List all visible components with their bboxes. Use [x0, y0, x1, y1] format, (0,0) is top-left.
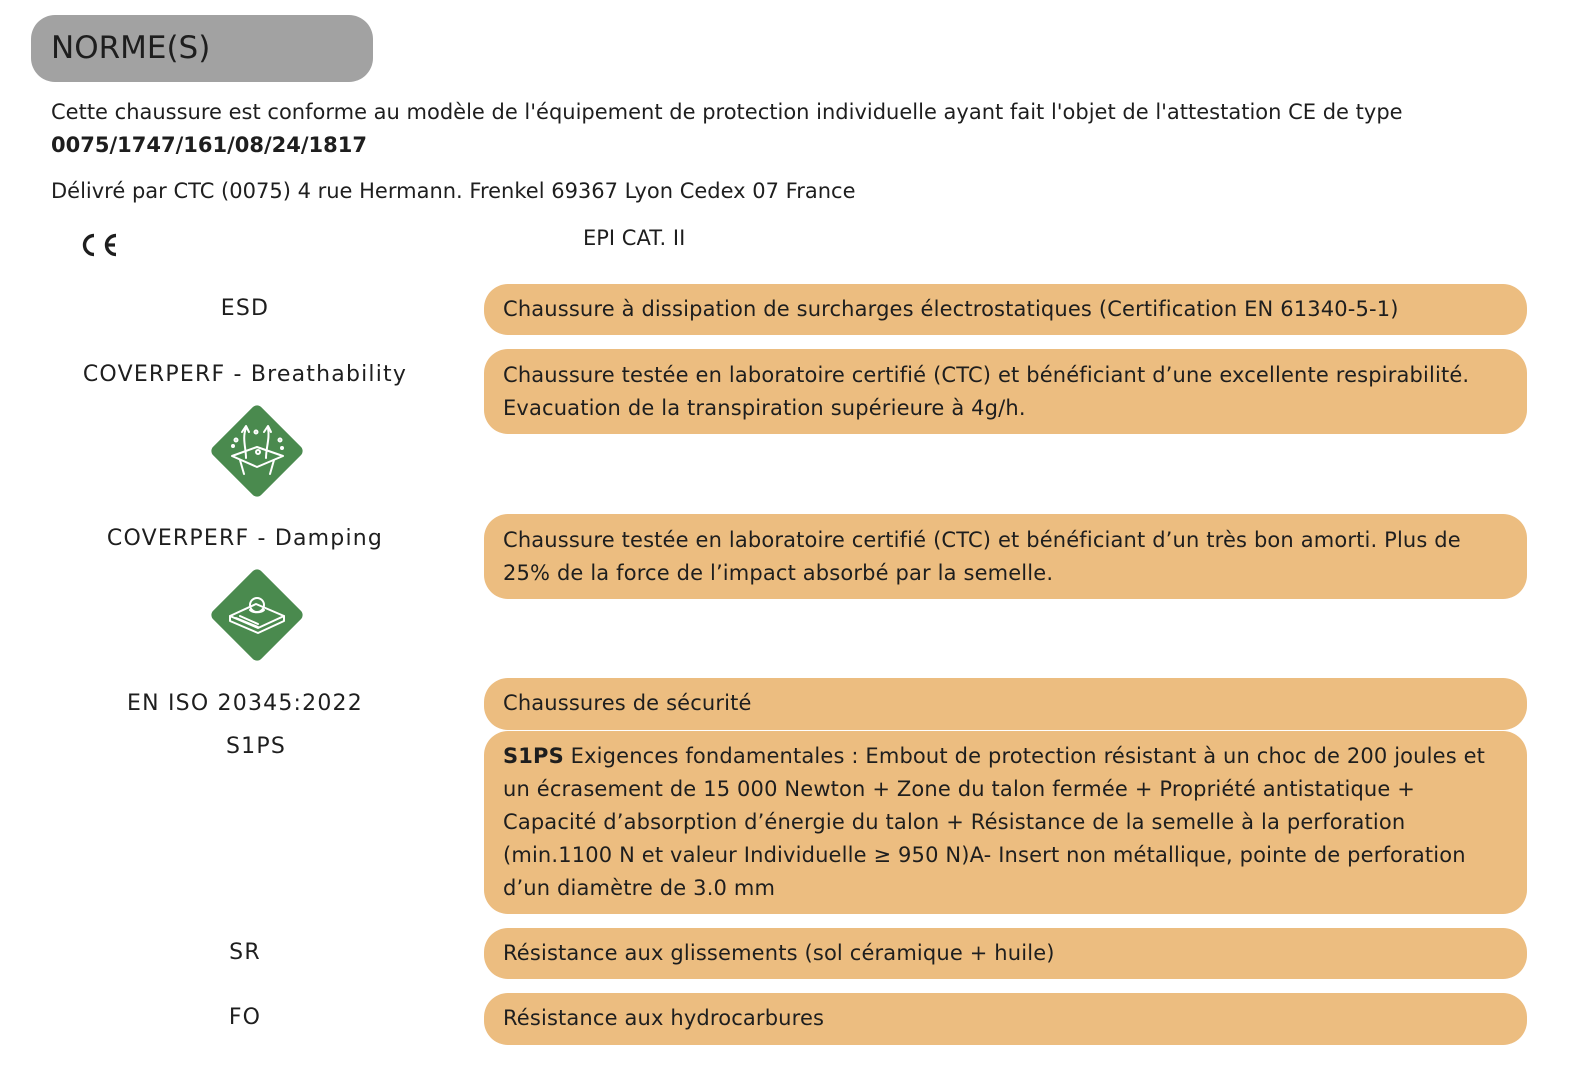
fo-description: Résistance aux hydrocarbures [484, 993, 1527, 1045]
attestation-number: 0075/1747/161/08/24/1817 [51, 133, 367, 157]
damping-label: COVERPERF - Damping [106, 526, 384, 551]
damping-icon [206, 564, 308, 666]
delivered-by-text: Délivré par CTC (0075) 4 rue Hermann. Frenkel 69367 Lyon Cedex 07 France [51, 179, 856, 203]
esd-label: ESD [220, 296, 270, 321]
s1ps-label: S1PS [226, 734, 286, 759]
breathability-description: Chaussure testée en laboratoire certifié (CTC) et bénéficiant d’une excellente respirabilité. Evacuation de la transpiration supérieure à 4g/h. [484, 349, 1527, 434]
intro-text [51, 96, 1521, 162]
s1ps-code: S1PS [503, 744, 564, 768]
en-iso-label: EN ISO 20345:2022 [127, 691, 363, 716]
breathability-icon [206, 400, 308, 502]
en-iso-description: Chaussures de sécurité [484, 678, 1527, 730]
fo-label: FO [228, 1005, 262, 1030]
damping-description: Chaussure testée en laboratoire certifié (CTC) et bénéficiant d’un très bon amorti. Plus de 25% de la force de l’impact absorbé par la semelle. [484, 514, 1527, 599]
ce-mark-icon [79, 232, 119, 258]
esd-description: Chaussure à dissipation de surcharges électrostatiques (Certification EN 61340-5-1) [484, 284, 1527, 335]
epi-category: EPI CAT. II [583, 226, 686, 250]
s1ps-text: Exigences fondamentales : Embout de protection résistant à un choc de 200 joules et un écrasement de 15 000 Newton + Zone du talon fermée + Propriété antistatique + Capacité d’absorption d’énergie du talon + Résistance de la semelle à la perforation (min.1100 N et valeur Individuelle ≥ 950 N)A- Insert non métallique, pointe de perforation d’un diamètre de 3.0 mm [503, 744, 1486, 900]
s1ps-description [484, 731, 1527, 914]
intro-sentence: Cette chaussure est conforme au modèle de l'équipement de protection individuelle ayant fait l'objet de l'attestation CE de type [51, 100, 1403, 124]
sr-label: SR [229, 940, 261, 965]
sr-description: Résistance aux glissements (sol céramique + huile) [484, 928, 1527, 979]
breathability-label: COVERPERF - Breathability [82, 362, 408, 387]
section-title: NORME(S) [31, 15, 373, 82]
